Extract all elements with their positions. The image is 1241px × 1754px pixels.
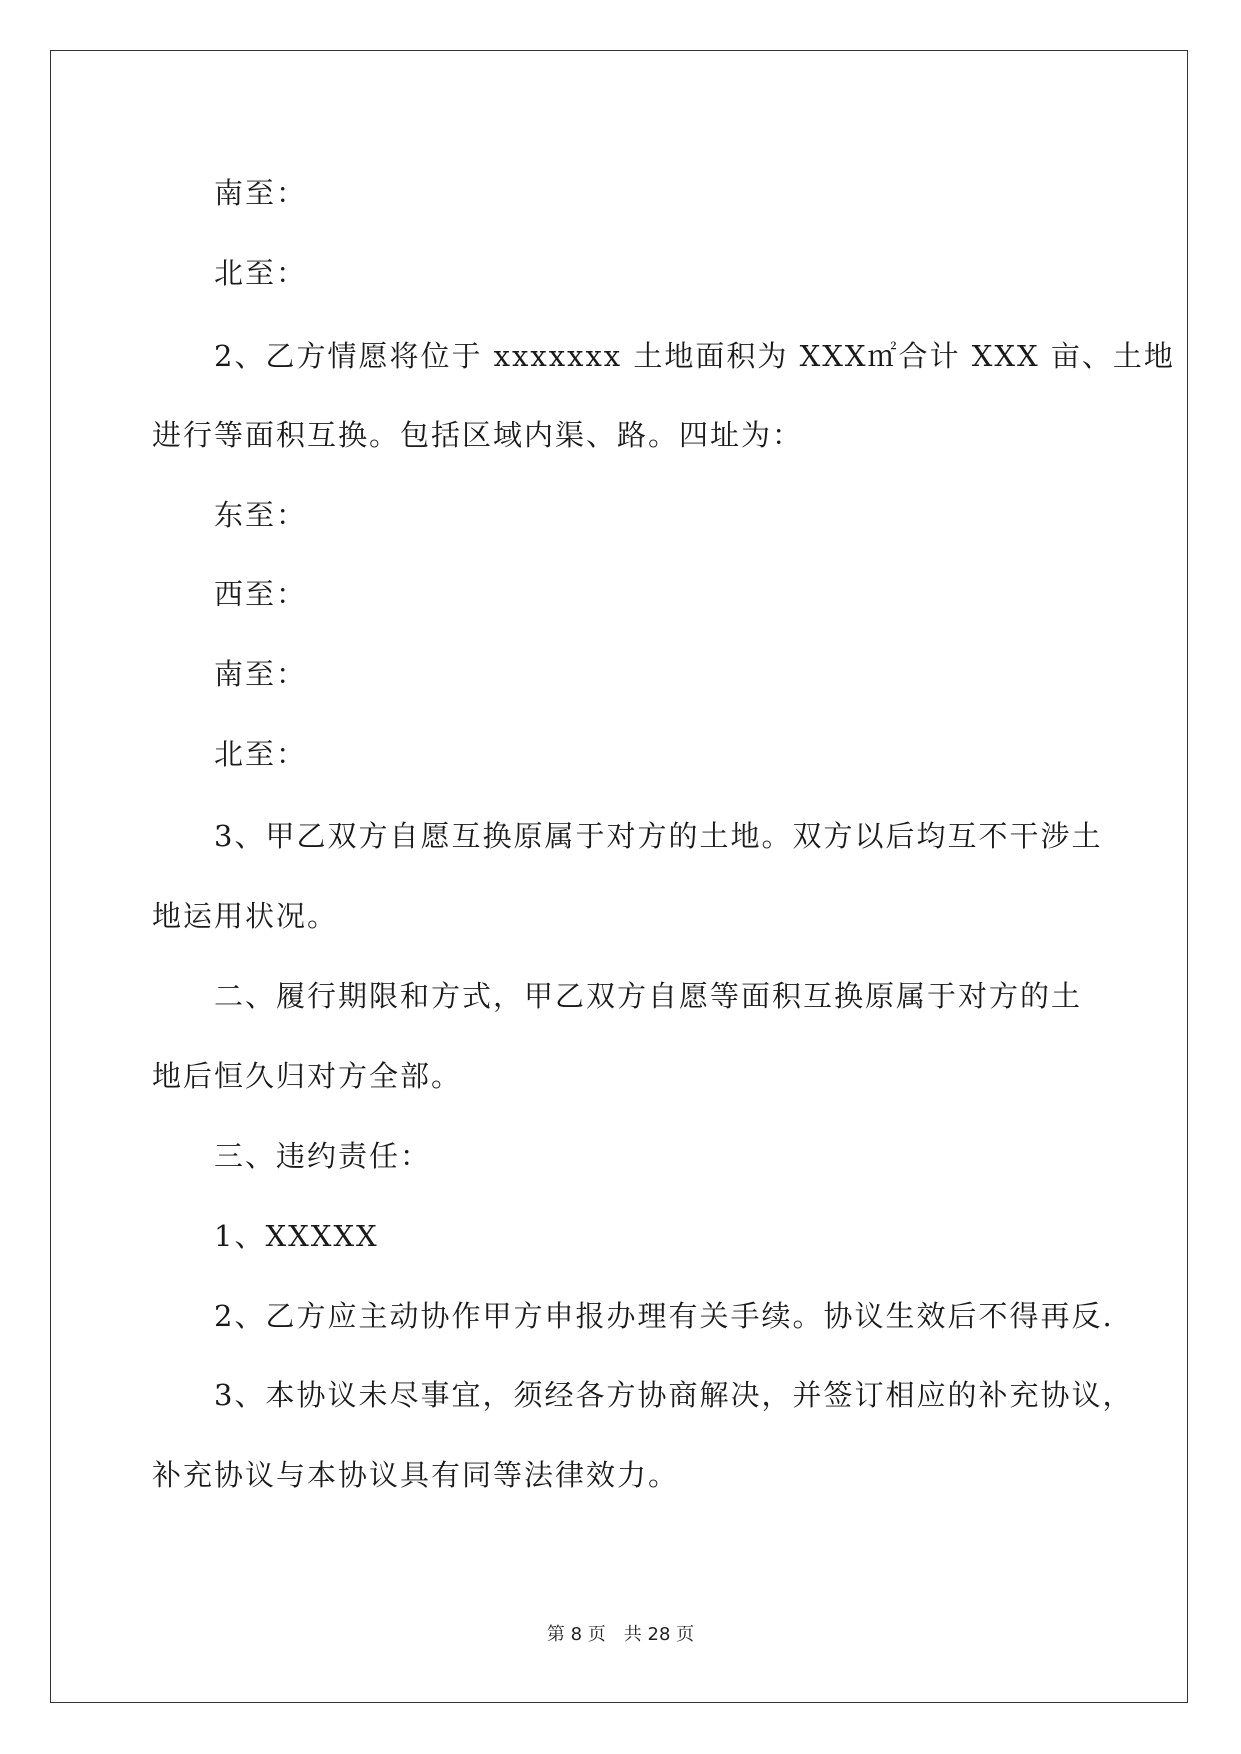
text-line-clause-2a: 2、乙方情愿将位于 xxxxxxx 土地面积为 XXX㎡合计 XXX 亩、土地 bbox=[214, 339, 1175, 373]
text-line-section-2a: 二、履行期限和方式，甲乙双方自愿等面积互换原属于对方的土 bbox=[214, 979, 1083, 1013]
text-line-south-1: 南至： bbox=[214, 176, 308, 210]
text-line-item-1: 1、XXXXX bbox=[214, 1219, 379, 1253]
text-line-item-3a: 3、本协议未尽事宜，须经各方协商解决，并签订相应的补充协议， bbox=[214, 1378, 1134, 1412]
text-line-south-2: 南至： bbox=[214, 657, 308, 691]
text-line-section-2b: 地后恒久归对方全部。 bbox=[152, 1059, 463, 1093]
text-line-west: 西至： bbox=[214, 577, 308, 611]
text-line-item-3b: 补充协议与本协议具有同等法律效力。 bbox=[152, 1458, 680, 1492]
text-line-north-1: 北至： bbox=[214, 256, 308, 290]
text-line-north-2: 北至： bbox=[214, 737, 308, 771]
text-line-clause-2b: 进行等面积互换。包括区域内渠、路。四址为： bbox=[152, 418, 804, 452]
text-line-east: 东至： bbox=[214, 498, 308, 532]
text-line-section-3: 三、违约责任： bbox=[214, 1139, 432, 1173]
text-line-item-2: 2、乙方应主动协作甲方申报办理有关手续。协议生效后不得再反. bbox=[214, 1299, 1114, 1333]
page-number-footer: 第 8 页 共 28 页 bbox=[546, 1624, 695, 1645]
page-border bbox=[50, 50, 1188, 1703]
text-line-clause-3b: 地运用状况。 bbox=[152, 899, 339, 933]
text-line-clause-3a: 3、甲乙双方自愿互换原属于对方的土地。双方以后均互不干涉土 bbox=[214, 819, 1103, 853]
